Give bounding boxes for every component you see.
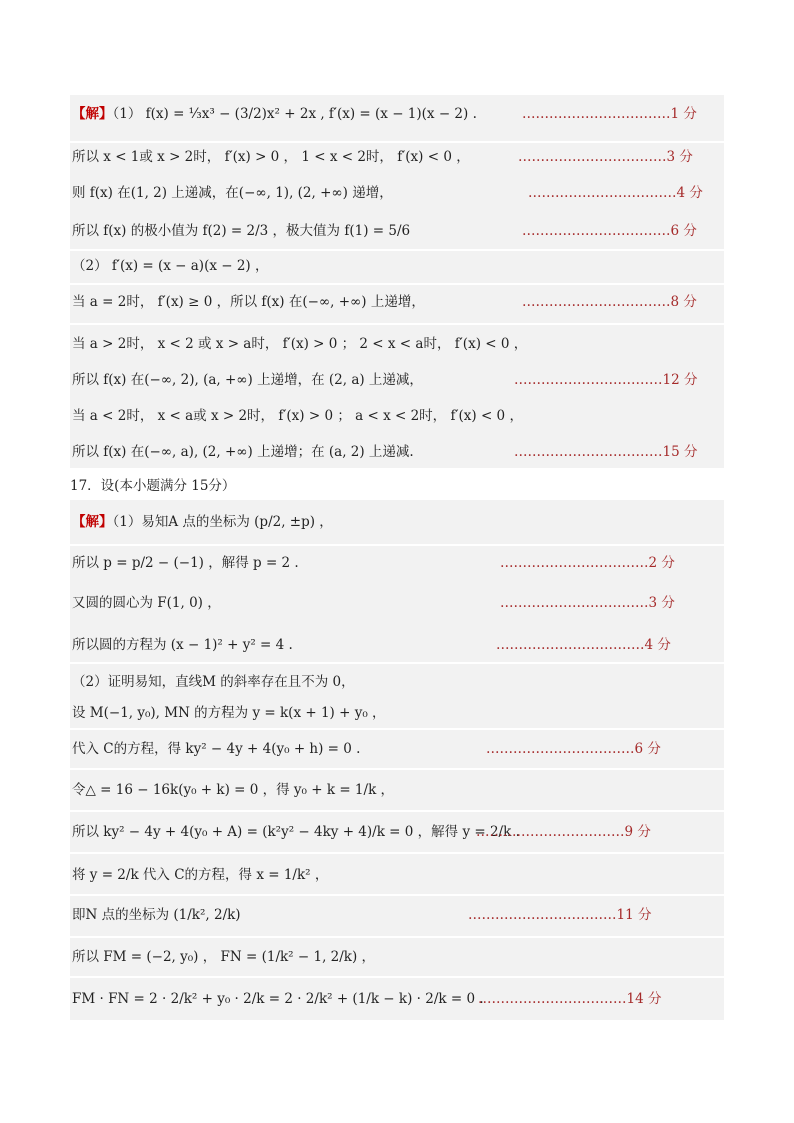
solution-block-2 [70, 500, 724, 1020]
line-text: 代入 C的方程，得 ky² − 4y + 4(y₀ + h) = 0 . [72, 741, 361, 757]
score: ……………………………11 分 [468, 907, 652, 923]
line-text: FM · FN = 2 · 2/k² + y₀ · 2/k = 2 · 2/k² + (1/k − k) · 2/k = 0 . [72, 991, 484, 1007]
line-text: 当 a > 2时， x < 2 或 x > a时， f′(x) > 0 ； 2 < x < a时， f′(x) < 0 ， [72, 336, 528, 352]
line-text: 设 M(−1, y₀), MN 的方程为 y = k(x + 1) + y₀ ， [72, 705, 386, 721]
line-text: 则 f(x) 在(1, 2) 上递减，在(−∞, 1), (2, +∞) 递增， [72, 185, 393, 201]
line-text: 将 y = 2/k 代入 C的方程，得 x = 1/k² ， [72, 867, 329, 883]
score: ……………………………3 分 [518, 149, 693, 165]
line-text: （1）易知A 点的坐标为 (p/2, ±p) ， [112, 514, 333, 530]
question-heading: 17．设(本小题满分 15分） [70, 478, 236, 494]
line-text: 所以 x < 1或 x > 2时， f′(x) > 0 ， 1 < x < 2时， f′(x) < 0 ， [72, 149, 470, 165]
score: ……………………………15 分 [514, 444, 698, 460]
score: ……………………………12 分 [514, 372, 698, 388]
line-text: 所以 f(x) 在(−∞, a), (2, +∞) 上递增；在 (a, 2) 上递减. [72, 444, 414, 460]
score: ……………………………8 分 [522, 294, 697, 310]
score: ……………………………2 分 [500, 555, 675, 571]
line-text: 当 a = 2时， f′(x) ≥ 0 ，所以 f(x) 在(−∞, +∞) 上递增， [72, 294, 425, 310]
score: ……………………………6 分 [522, 223, 697, 239]
score: ……………………………9 分 [476, 824, 651, 840]
score: ……………………………3 分 [500, 595, 675, 611]
line-text: 所以 f(x) 在(−∞, 2), (a, +∞) 上递增，在 (2, a) 上递减， [72, 372, 423, 388]
line-text: 令△ = 16 − 16k(y₀ + k) = 0 ，得 y₀ + k = 1/k ， [72, 782, 395, 798]
solution-tag: 【解】 [72, 514, 113, 530]
line-text: （2）证明易知，直线M 的斜率存在且不为 0， [72, 674, 355, 690]
score: ……………………………4 分 [496, 637, 671, 653]
line-text: 即N 点的坐标为 (1/k², 2/k) [72, 907, 241, 923]
line-text: 所以圆的方程为 (x − 1)² + y² = 4 . [72, 637, 293, 653]
score: ……………………………4 分 [528, 185, 703, 201]
line-text: （1） f(x) = ⅓x³ − (3/2)x² + 2x , f′(x) = (x − 1)(x − 2) . [112, 106, 477, 122]
line-text: 当 a < 2时， x < a或 x > 2时， f′(x) > 0 ； a < x < 2时， f′(x) < 0 ， [72, 408, 523, 424]
line-text: 所以 FM = (−2, y₀) ， FN = (1/k² − 1, 2/k) ， [72, 949, 376, 965]
line-text: 所以 p = p/2 − (−1) ，解得 p = 2 . [72, 555, 299, 571]
score: ……………………………6 分 [486, 741, 661, 757]
line-text: 又圆的圆心为 F(1, 0) ， [72, 595, 221, 611]
solution-tag: 【解】 [72, 106, 113, 122]
line-text: 所以 ky² − 4y + 4(y₀ + A) = (k²y² − 4ky + 4)/k = 0 ，解得 y = 2/k . [72, 824, 520, 840]
line-text: 所以 f(x) 的极小值为 f(2) = 2/3 ，极大值为 f(1) = 5/6 [72, 223, 411, 239]
score: ……………………………1 分 [522, 106, 697, 122]
solution-block-1 [70, 95, 724, 468]
score: ……………………………14 分 [478, 991, 662, 1007]
line-text: （2） f′(x) = (x − a)(x − 2) ， [72, 258, 269, 274]
